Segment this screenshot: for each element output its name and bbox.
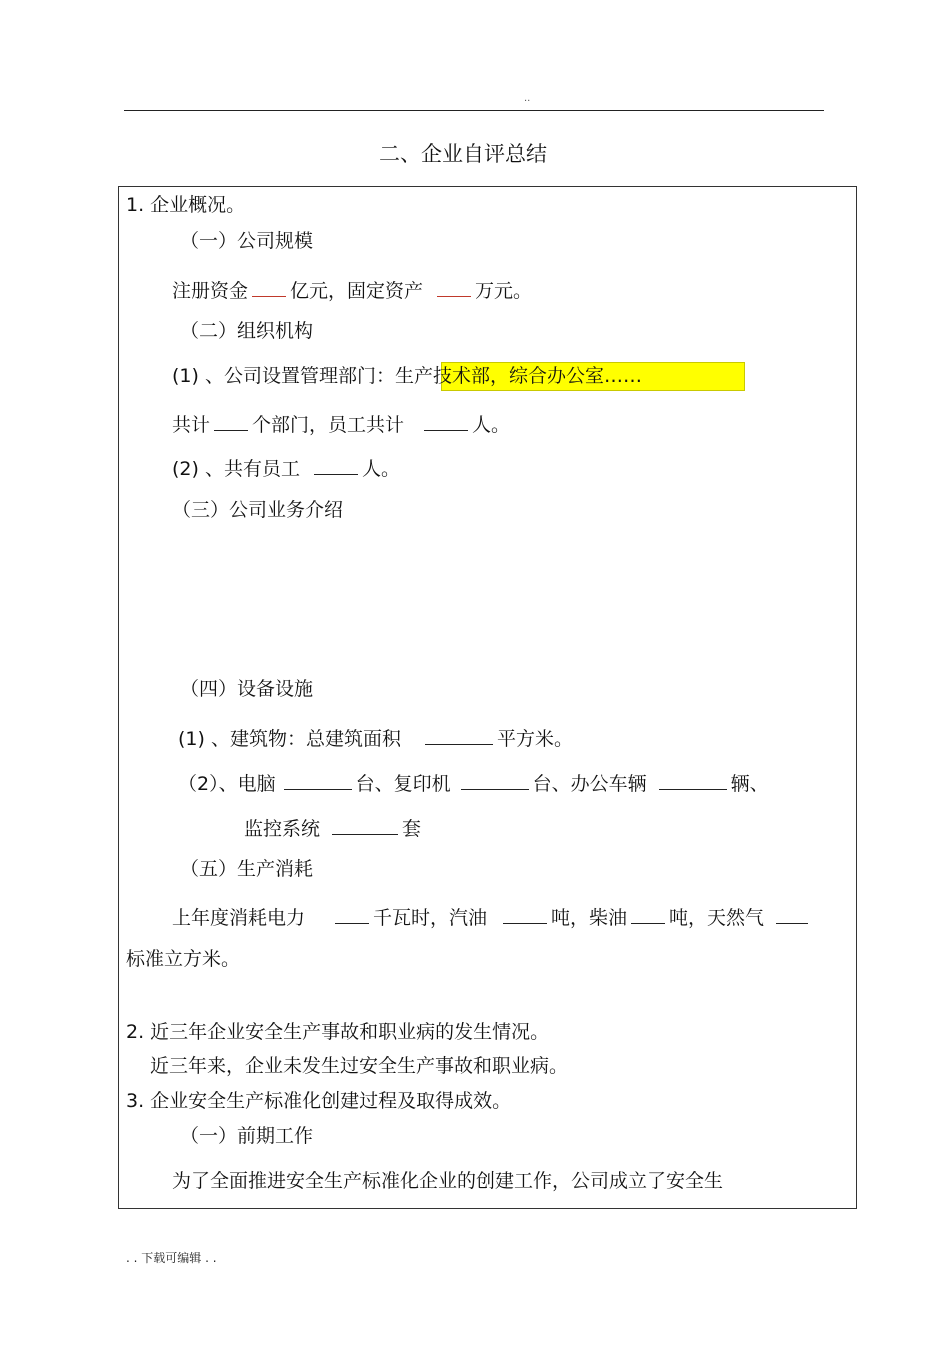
gasoline-unit: 吨，柴油 <box>551 907 628 929</box>
dept-total-mid: 个部门，员工共计 <box>252 414 405 436</box>
scale-line <box>172 278 532 301</box>
section-3-heading: 3. 企业安全生产标准化创建过程及取得成效。 <box>126 1090 512 1112</box>
staff-count-blank[interactable] <box>314 456 358 475</box>
monitor-unit: 套 <box>402 818 422 840</box>
building-area-blank[interactable] <box>425 726 493 745</box>
equipment-heading: （四）设备设施 <box>180 678 314 700</box>
org-heading: （二）组织机构 <box>180 320 314 342</box>
depts-prefix: (1) 、公司设置管理部门： <box>172 365 395 387</box>
copier-count-blank[interactable] <box>461 771 529 790</box>
depts-line <box>172 367 642 386</box>
section-1-heading: 1. 企业概况。 <box>126 194 246 216</box>
header-dots: .. <box>524 93 531 104</box>
business-heading: （三）公司业务介绍 <box>172 499 344 521</box>
pc-unit: 台、复印机 <box>355 773 451 795</box>
monitor-count-blank[interactable] <box>332 816 398 835</box>
gas-unit: 标准立方米。 <box>126 948 241 970</box>
pc-prefix: （2）、电脑 <box>178 773 276 795</box>
fixed-assets-blank[interactable] <box>437 278 471 297</box>
staff-suffix: 人。 <box>361 458 400 480</box>
footer-note: . . 下载可编辑 . . <box>126 1251 217 1265</box>
reg-capital-label: 注册资金 <box>172 280 249 302</box>
depts-value: 生产技术部，综合办公室…… <box>394 365 642 387</box>
gasoline-blank[interactable] <box>503 905 547 924</box>
copier-unit: 台、办公车辆 <box>532 773 647 795</box>
elec-unit: 千瓦时，汽油 <box>373 907 488 929</box>
section-2-heading: 2. 近三年企业安全生产事故和职业病的发生情况。 <box>126 1021 550 1043</box>
reg-capital-blank[interactable] <box>252 278 286 297</box>
employee-total-blank[interactable] <box>424 412 468 431</box>
electricity-blank[interactable] <box>335 905 369 924</box>
vehicle-count-blank[interactable] <box>659 771 727 790</box>
reg-capital-unit: 亿元，固定资产 <box>290 280 424 302</box>
pc-count-blank[interactable] <box>284 771 352 790</box>
staff-prefix: (2) 、共有员工 <box>172 458 300 480</box>
dept-total-line <box>172 412 510 435</box>
staff-line <box>172 456 400 479</box>
diesel-unit: 吨，天然气 <box>669 907 765 929</box>
vehicle-unit: 辆、 <box>730 773 769 795</box>
gas-blank[interactable] <box>776 905 808 924</box>
building-prefix: (1) 、建筑物：总建筑面积 <box>178 728 401 750</box>
section-2-body: 近三年来，企业未发生过安全生产事故和职业病。 <box>150 1055 569 1077</box>
monitor-line <box>244 816 421 839</box>
consumption-line <box>172 905 812 928</box>
page-title: 二、企业自评总结 <box>379 142 547 166</box>
elec-prefix: 上年度消耗电力 <box>172 907 306 929</box>
monitor-prefix: 监控系统 <box>244 818 321 840</box>
early-work-body: 为了全面推进安全生产标准化企业的创建工作，公司成立了安全生 <box>172 1170 724 1192</box>
diesel-blank[interactable] <box>631 905 665 924</box>
dept-total-prefix: 共计 <box>172 414 211 436</box>
early-work-heading: （一）前期工作 <box>180 1125 314 1147</box>
equipment-line <box>178 771 769 794</box>
consumption-heading: （五）生产消耗 <box>180 858 314 880</box>
dept-count-blank[interactable] <box>214 412 248 431</box>
building-suffix: 平方米。 <box>496 728 573 750</box>
building-line <box>178 726 573 749</box>
header-rule <box>124 110 824 111</box>
dept-total-suffix: 人。 <box>472 414 511 436</box>
fixed-assets-unit: 万元。 <box>475 280 533 302</box>
scale-heading: （一）公司规模 <box>180 230 314 252</box>
